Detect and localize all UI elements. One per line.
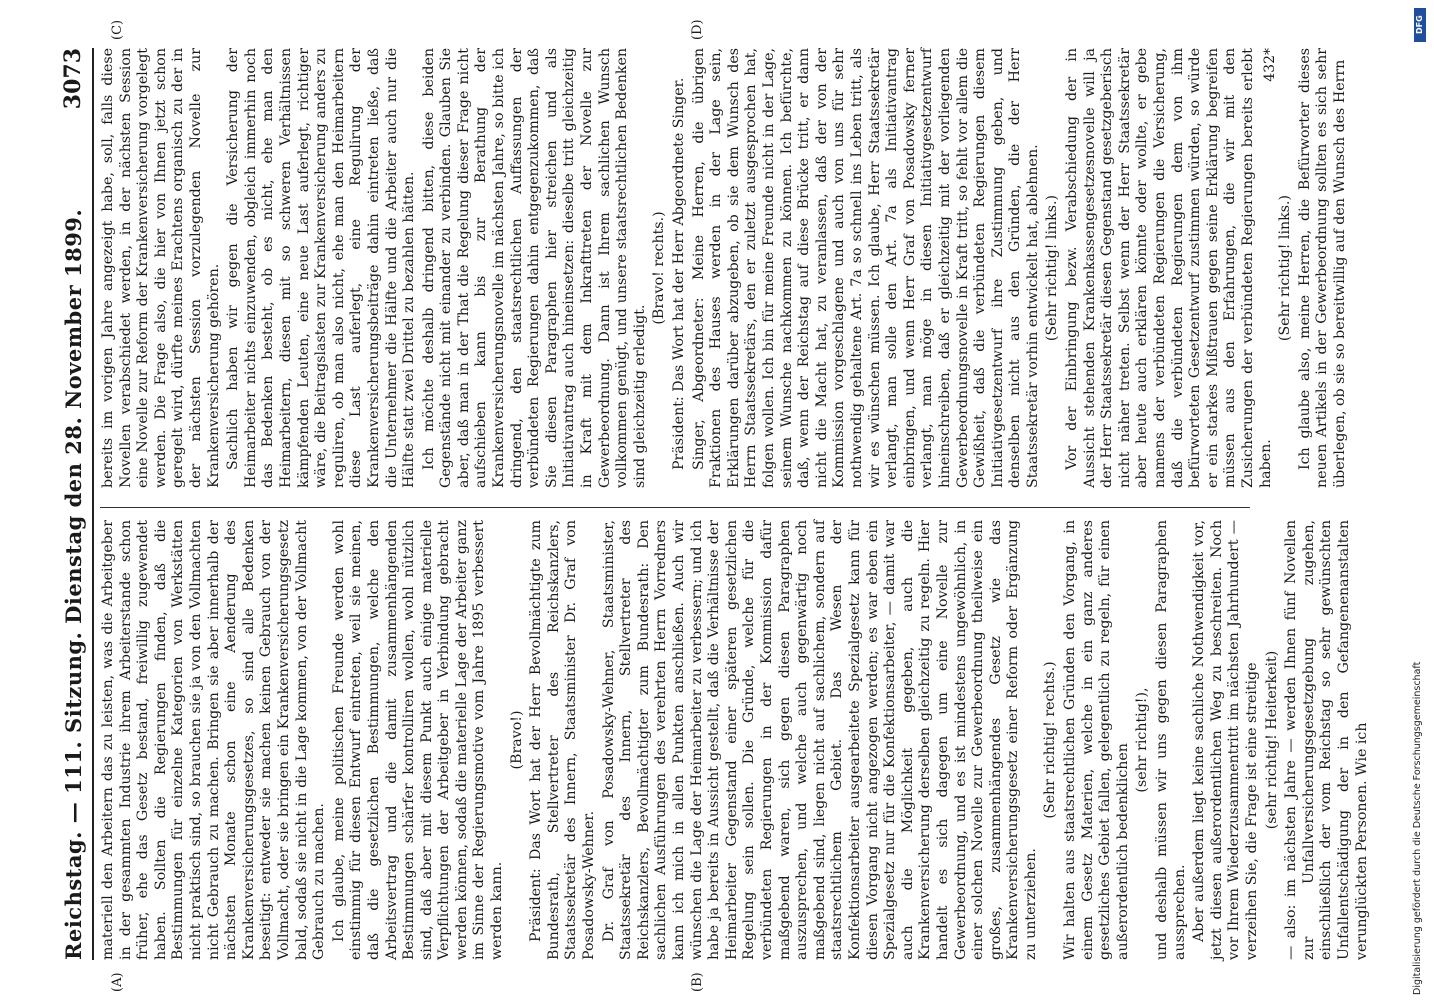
dfg-logo: DFG [1414,8,1426,42]
paragraph: — also: im nächsten Jahre — werden Ihnen fünf Novellen zur Unfallversicherungsgesetzgebung zugehen, einschließlich der vom Reichstag so sehr gewünschten Unfallentschädigung der in den Gefangenenanstalten verunglückten Personen. Wie ich [1283,520,1370,960]
paragraph: (sehr richtig!), [1134,687,1151,793]
paragraph: Singer, Abgeordneter: Meine Herren, die übrigen Fraktionen des Hauses werden in der Lage sein, Erklärungen darüber abzugeben, ob sie dem Wunsch des Herrn Staatssekretärs, den er zuletzt ausgesprochen hat, folgen wollen. Ich bin für meine Freunde nicht in der Lage, seinem Wunsche nachkommen zu können. Ich befürchte, daß, wenn der Reichstag auf diese Brücke tritt, er dann nicht die Macht hat, zu veranlassen, daß der von der Kommission vorgeschlagene und auch von uns für sehr nothwendig gehaltene Art. 7a so schnell ins Leben tritt, als wir es wünschen müssen. Ich glaube, Herr Staatssekretär verlangt, man solle den Art. 7a als Initiativantrag einbringen, und wenn Herr Graf von Posadowsky ferner verlangt, man möge in diesen Initiativgesetzentwurf hineinschreiben, daß er gleichzeitig mit der vorliegenden Gewerbeordnungsnovelle in Kraft tritt, so fehlt vor allem die Gewißheit, daß die verbündeten Regierungen diesem Initiativgesetzentwurf ihre Zustimmung geben, und denselben nicht aus den Gründen, die der Herr Staatssekretär vorhin entwickelt hat, ablehnen. [690,48,1041,488]
paragraph: Präsident: Das Wort hat der Herr Bevollmächtigte zum Bundesrath, Stellvertreter des Reichskanzlers, Staatssekretär des Innern, Staatsminister Dr. Graf von Posadowsky-Wehner. [528,520,598,960]
paragraph: Ich möchte deshalb dringend bitten, diese beiden Gegenstände nicht mit einander zu verbinden. Glauben Sie aber, daß man in der That die Regelung dieser Frage nicht aufschieben kann bis zur Berathung der Krankenversicherungsnovelle im nächsten Jahre, so bitte ich dringend, den staatsrechtlichen Auffassungen der verbündeten Regierungen dahin entgegenzukommen, daß Sie diesen Paragraphen hier streichen und als Initiativantrag auch hineinsetzen: dieselbe tritt gleichzeitig in Kraft mit dem Inkrafttreten der Novelle zur Gewerbeordnung. Dann ist Ihrem sachlichen Wunsch vollkommen genügt, und unsere staatsrechtlichen Bedenken sind gleichzeitig erledigt. [420,48,648,488]
page-number: 3073 [60,48,86,110]
page-header [52,48,94,960]
column-divider [100,507,1250,508]
paragraph: (Bravo!) [508,710,525,770]
left-column [100,520,1370,960]
paragraph: Sachlich haben wir gegen die Versicherung der Heimarbeiter nichts einzuwenden, obgleich immerhin noch das Bedenken besteht, ob es nicht, ehe man den Heimarbeitern, diesen mit so schweren Verhältnissen kämpfenden Leuten, eine neue Last auferlegt, richtiger wäre, die Beitragslasten zur Krankenversicherung anders zu reguliren, ob man also nicht, ehe man den Heimarbeitern diese Last auferlegt, eine Regulirung der Krankenversicherungsbeiträge dahin eintreten ließe, daß die Unternehmer die Hälfte und die Arbeiter auch nur die Hälfte statt zwei Drittel zu bezahlen hätten. [225,48,418,488]
paragraph: (sehr richtig! Heiterkeit) [1263,650,1280,830]
paragraph: und deshalb müssen wir uns gegen diesen Paragraphen aussprechen. [1154,520,1188,960]
paragraph: materiell den Arbeitern das zu leisten, was die Arbeitgeber in der gesammten Industrie ihrem Arbeiterstande schon früher, ehe das Gesetz bestand, freiwillig zugewendet haben. Sollten die Regierungen finden, daß die Bestimmungen für einzelne Kategorien von Werkstätten nicht praktisch sind, so brauchen sie ja von den Vollmachten nicht Gebrauch zu machen. Bringen sie aber innerhalb der nächsten Monate schon eine Aenderung des Krankenversicherungsgesetzes, so sind alle Bedenken beseitigt: entweder sie machen keinen Gebrauch von der Vollmacht, oder sie bringen ein Krankenversicherungsgesetz bald, sodaß sie nicht in die Lage kommen, von der Vollmacht Gebrauch zu machen. [100,520,328,960]
paragraph: (Sehr richtig! links.) [1044,194,1061,342]
paragraph: Ich glaube also, meine Herren, die Befürworter dieses neuen Artikels in der Gewerbeordnung sollten es sich sehr überlegen, ob sie so bereitwillig auf den Wunsch des Herrn [1296,48,1348,488]
digitization-note: Digitalisierung gefördert durch die Deutsche Forschungsgemeinschaft [1412,661,1423,995]
running-title: Reichstag. — 111. Sitzung. Dienstag den 28. November 1899. [61,208,86,960]
margin-mark-d: (D) [690,19,705,40]
margin-mark-b: (B) [690,972,705,992]
paragraph: (Bravo! rechts.) [651,211,668,325]
margin-mark-c: (C) [110,19,125,40]
paragraph: bereits im vorigen Jahre angezeigt habe, soll, falls diese Novellen verabschiedet werden, in der nächsten Session eine Novelle zur Reform der Krankenversicherung vorgelegt werden. Die Frage also, die hier von Ihnen jetzt schon geregelt wird, dürfte meines Erachtens organisch zu der in der nächsten Session vorzulegenden Novelle zur Krankenversicherung gehören. [100,48,222,488]
paragraph: Aber außerdem liegt keine sachliche Nothwendigkeit vor, jetzt diesen außerordentlichen Weg zu beschreiten. Noch vor Ihrem Wiederzusammentritt im nächsten Jahrhundert — verzeihen Sie, die Frage ist eine streitige [1191,520,1260,960]
paragraph: Vor der Einbringung bezw. Verabschiedung der in Aussicht stehenden Krankenkassengesetzesnovelle will ja der Herr Staatssekretär diesen Gegenstand gesetzgeberisch nicht näher treten. Selbst wenn der Herr Staatssekretär aber heute auch erklären könnte oder wollte, er gebe namens der verbündeten Regierungen die Versicherung, daß die verbündeten Regierungen dem von ihm befürworteten Gesetzentwurf zustimmen würden, so würde er ein starkes Mißtrauen gegen seine Erklärung begreifen müssen aus den Erfahrungen, die wir mit den Zusicherungen der verbündeten Regierungen bereits erlebt haben. [1064,48,1274,488]
paragraph: (Sehr richtig! links.) [1277,194,1294,342]
paragraph: Präsident: Das Wort hat der Herr Abgeordnete Singer. [671,77,687,470]
paragraph: (Sehr richtig! rechts.) [1042,661,1059,819]
margin-mark-a: (A) [110,972,125,992]
paragraph: Ich glaube, meine politischen Freunde werden wohl einstimmig für diesen Entwurf eintreten, weil sie meinen, daß die gesetzlichen Bestimmungen, welche den Arbeitsvertrag und die damit zusammenhängenden Bestimmungen schärfer kontrolliren wollen, wohl nützlich sind, daß aber mit diesem Punkt auch einige materielle Verpflichtungen der Arbeitgeber in Verbindung gebracht werden können, sodaß die materielle Lage der Arbeiter ganz im Sinne der Regierungsmotive vom Jahre 1895 verbessert werden kann. [330,520,506,960]
paragraph: Dr. Graf von Posadowsky-Wehner, Staatsminister, Staatssekretär des Innern, Stellvertreter des Reichskanzlers, Bevollmächtigter zum Bundesrath: Den sachlichen Ausführungen des verehrten Herrn Vorredners kann ich mich in allen Punkten anschließen. Auch wir wünschen die Lage der Heimarbeiter zu verbessern; und ich habe ja bereits in Aussicht gestellt, daß die Verhältnisse der Heimarbeiter Gegenstand einer späteren gesetzlichen Regelung sein sollen. Die Gründe, welche für die verbündeten Regierungen in der Kommission dafür maßgebend waren, sich gegen diesen Paragraphen auszusprechen, und welche auch gegenwärtig noch maßgebend sind, liegen nicht auf sachlichem, sondern auf staatsrechtlichem Gebiet. Das Wesen der Konfektionsarbeiter ausgearbeitete Spezialgesetz kann für diesen Vorgang nicht angezogen werden; es war eben ein Spezialgesetz nur für die Konfektionsarbeiter, — damit war auch die Möglichkeit gegeben, auch die Krankenversicherung derselben gleichzeitig zu regeln. Hier handelt es sich dagegen um eine Novelle zur Gewerbeordnung, und es ist mindestens ungewöhnlich, in einer solchen Novelle zur Gewerbeordnung theilweise ein großes, zusammenhängendes Gesetz wie das Krankenversicherungsgesetz einer Reform oder Ergänzung zu unterziehen. [600,520,1039,960]
paragraph: Wir halten aus staatsrechtlichen Gründen den Vorgang, in einem Gesetz Materien, welche in ein ganz anderes gesetzliches Gebiet fallen, gelegentlich zu regeln, für einen außerordentlich bedenklichen [1062,520,1131,960]
sheet-mark: 432* [1262,48,1278,82]
